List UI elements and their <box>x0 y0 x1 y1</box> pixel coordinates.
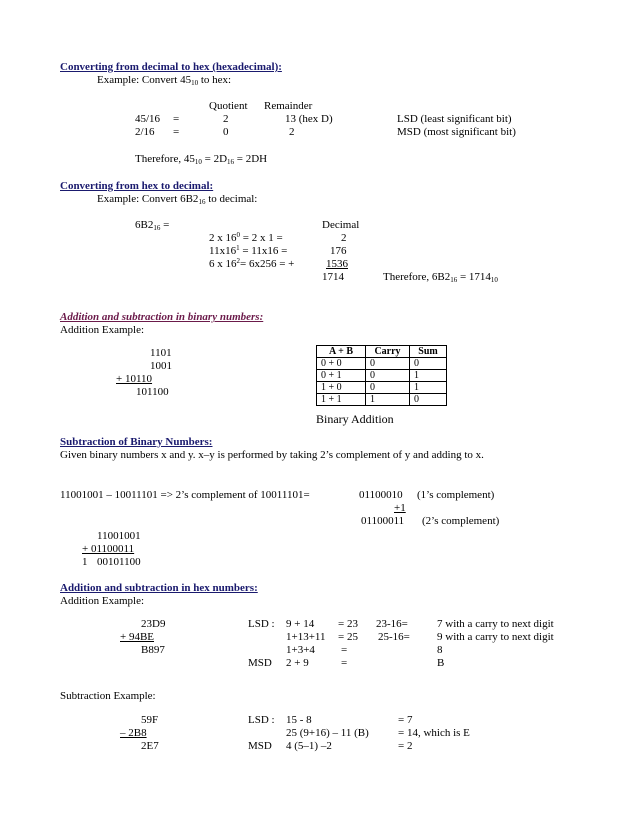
col-remainder: Remainder <box>264 100 313 112</box>
hex-dec-therefore: Therefore, $6B2_{16} = 1714_{10}$ <box>383 271 498 284</box>
hex-dec-value: 1536 <box>326 258 348 270</box>
binary-sub-operand: 11001001 <box>97 530 141 542</box>
table-row <box>317 394 447 406</box>
table-cell: 0 + 0 <box>317 358 366 370</box>
hex-sub-out: = 7 <box>398 714 413 726</box>
hex-operand: + 94BE <box>120 631 155 643</box>
section-title-binary-subtraction: Subtraction of Binary Numbers: <box>60 436 213 448</box>
row-eq: = <box>173 126 180 138</box>
hex-add-eq: = <box>341 657 348 669</box>
row-note: MSD (most significant bit) <box>397 126 516 138</box>
twos-complement: 01100011 <box>361 515 405 527</box>
row-note: LSD (least significant bit) <box>397 113 512 125</box>
binary-subtraction-line: 11001001 – 10011101 => 2’s complement of 10011101= <box>60 489 310 501</box>
row-eq: = <box>173 113 180 125</box>
table-row <box>317 382 447 394</box>
hex-dec-line: 6 x $16^2= 6x256$ = + <box>209 257 295 270</box>
table-cell: 0 + 1 <box>317 370 366 382</box>
section-title-dec-to-hex: Converting from decimal to hex (hexadecimal): <box>60 61 282 73</box>
hex-operand: – 2B8 <box>120 727 147 739</box>
hex-add-adj: 25-16= <box>378 631 410 643</box>
hex-sub-calc: 25 (9+16) – 11 (B) <box>286 727 369 739</box>
section-title-hex-to-dec: Converting from hex to decimal: <box>60 180 214 192</box>
table-header-row <box>317 346 447 358</box>
hex-add-calc: 9 + 14 <box>286 618 315 630</box>
table-cell: 0 <box>410 394 447 406</box>
hex-add-eq: = 23 <box>338 618 358 630</box>
hex-dec-line: $11x16^1 = 11x16$ = <box>209 244 288 257</box>
table-header: A + B <box>317 346 366 358</box>
lsd-label: LSD : <box>248 714 275 726</box>
table-cell: 0 <box>366 382 410 394</box>
table-cell: 1 + 1 <box>317 394 366 406</box>
table-row <box>317 370 447 382</box>
hex-add-calc: 2 + 9 <box>286 657 309 669</box>
hex-dec-value: 176 <box>330 245 347 257</box>
dec-hex-therefore: Therefore, $45_{10} = 2D_{16} = 2DH$ <box>135 153 268 166</box>
table-row <box>317 358 447 370</box>
hex-dec-line: 2 x $16^0 = 2$ x 1 = <box>209 231 283 244</box>
binary-operand: 1001 <box>150 360 172 372</box>
table-cell: 0 <box>366 358 410 370</box>
section-title-binary-add-sub: Addition and subtraction in binary numbers: <box>60 311 264 323</box>
twos-complement-note: (2’s complement) <box>422 515 500 527</box>
binary-sub-result: 00101100 <box>97 556 141 568</box>
section-title-hex-add-sub: Addition and subtraction in hex numbers: <box>60 582 258 594</box>
row-remainder: 2 <box>289 126 295 138</box>
msd-label: MSD <box>248 740 272 752</box>
hex-add-out: 8 <box>437 644 443 656</box>
binary-addition-table <box>316 345 447 406</box>
row-quotient: 2 <box>223 113 229 125</box>
row-expr: 45/16 <box>135 113 161 125</box>
row-quotient: 0 <box>223 126 229 138</box>
hex-dec-value: 2 <box>341 232 347 244</box>
hex-dec-example: Example: Convert $6B2_{16}$ to decimal: <box>97 193 258 206</box>
table-header: Sum <box>410 346 447 358</box>
hex-operand: 23D9 <box>141 618 166 630</box>
hex-addition-label: Addition Example: <box>60 595 145 607</box>
hex-result: 2E7 <box>141 740 159 752</box>
hex-sub-out: = 2 <box>398 740 413 752</box>
hex-add-calc: 1+3+4 <box>286 644 315 656</box>
hex-sub-calc: 15 - 8 <box>286 714 312 726</box>
binary-sub-carry: 1 <box>82 556 88 568</box>
binary-addition-label: Addition Example: <box>60 324 145 336</box>
table-cell: 1 + 0 <box>317 382 366 394</box>
binary-sub-operand: + 01100011 <box>82 543 135 555</box>
binary-result: 101100 <box>136 386 169 398</box>
msd-label: MSD <box>248 657 272 669</box>
table-cell: 0 <box>410 358 447 370</box>
hex-result: B897 <box>141 644 165 656</box>
lsd-label: LSD : <box>248 618 275 630</box>
binary-operand: 1101 <box>150 347 172 359</box>
row-remainder: 13 (hex D) <box>285 113 333 125</box>
table-cell: 0 <box>366 370 410 382</box>
hex-operand: 59F <box>141 714 159 726</box>
hex-subtraction-label: Subtraction Example: <box>60 690 156 702</box>
ones-complement-note: (1’s complement) <box>417 489 495 501</box>
hex-add-calc: 1+13+11 <box>286 631 326 643</box>
hex-add-eq: = <box>341 644 348 656</box>
row-expr: 2/16 <box>135 126 155 138</box>
hex-dec-lhs: $6B2_{16}$ = <box>135 219 170 232</box>
table-header: Carry <box>366 346 410 358</box>
table-cell: 1 <box>366 394 410 406</box>
binary-subtraction-desc: Given binary numbers x and y. x–y is performed by taking 2’s complement of y and adding to x. <box>60 449 484 461</box>
hex-dec-total: 1714 <box>322 271 344 283</box>
table-cell: 1 <box>410 370 447 382</box>
binary-operand: + 10110 <box>116 373 153 385</box>
col-decimal: Decimal <box>322 219 360 231</box>
ones-complement: 01100010 <box>359 489 403 501</box>
hex-sub-calc: 4 (5–1) –2 <box>286 740 332 752</box>
hex-add-eq: = 25 <box>338 631 358 643</box>
hex-add-adj: 23-16= <box>376 618 408 630</box>
col-quotient: Quotient <box>209 100 248 112</box>
dec-hex-example: Example: Convert $45_{10}$ to hex: <box>97 74 232 87</box>
hex-add-out: 7 with a carry to next digit <box>437 618 554 630</box>
table-caption: Binary Addition <box>316 412 394 426</box>
hex-sub-out: = 14, which is E <box>398 727 470 739</box>
table-cell: 1 <box>410 382 447 394</box>
hex-add-out: 9 with a carry to next digit <box>437 631 554 643</box>
plus-one: +1 <box>394 502 406 514</box>
hex-add-out: B <box>437 657 445 669</box>
